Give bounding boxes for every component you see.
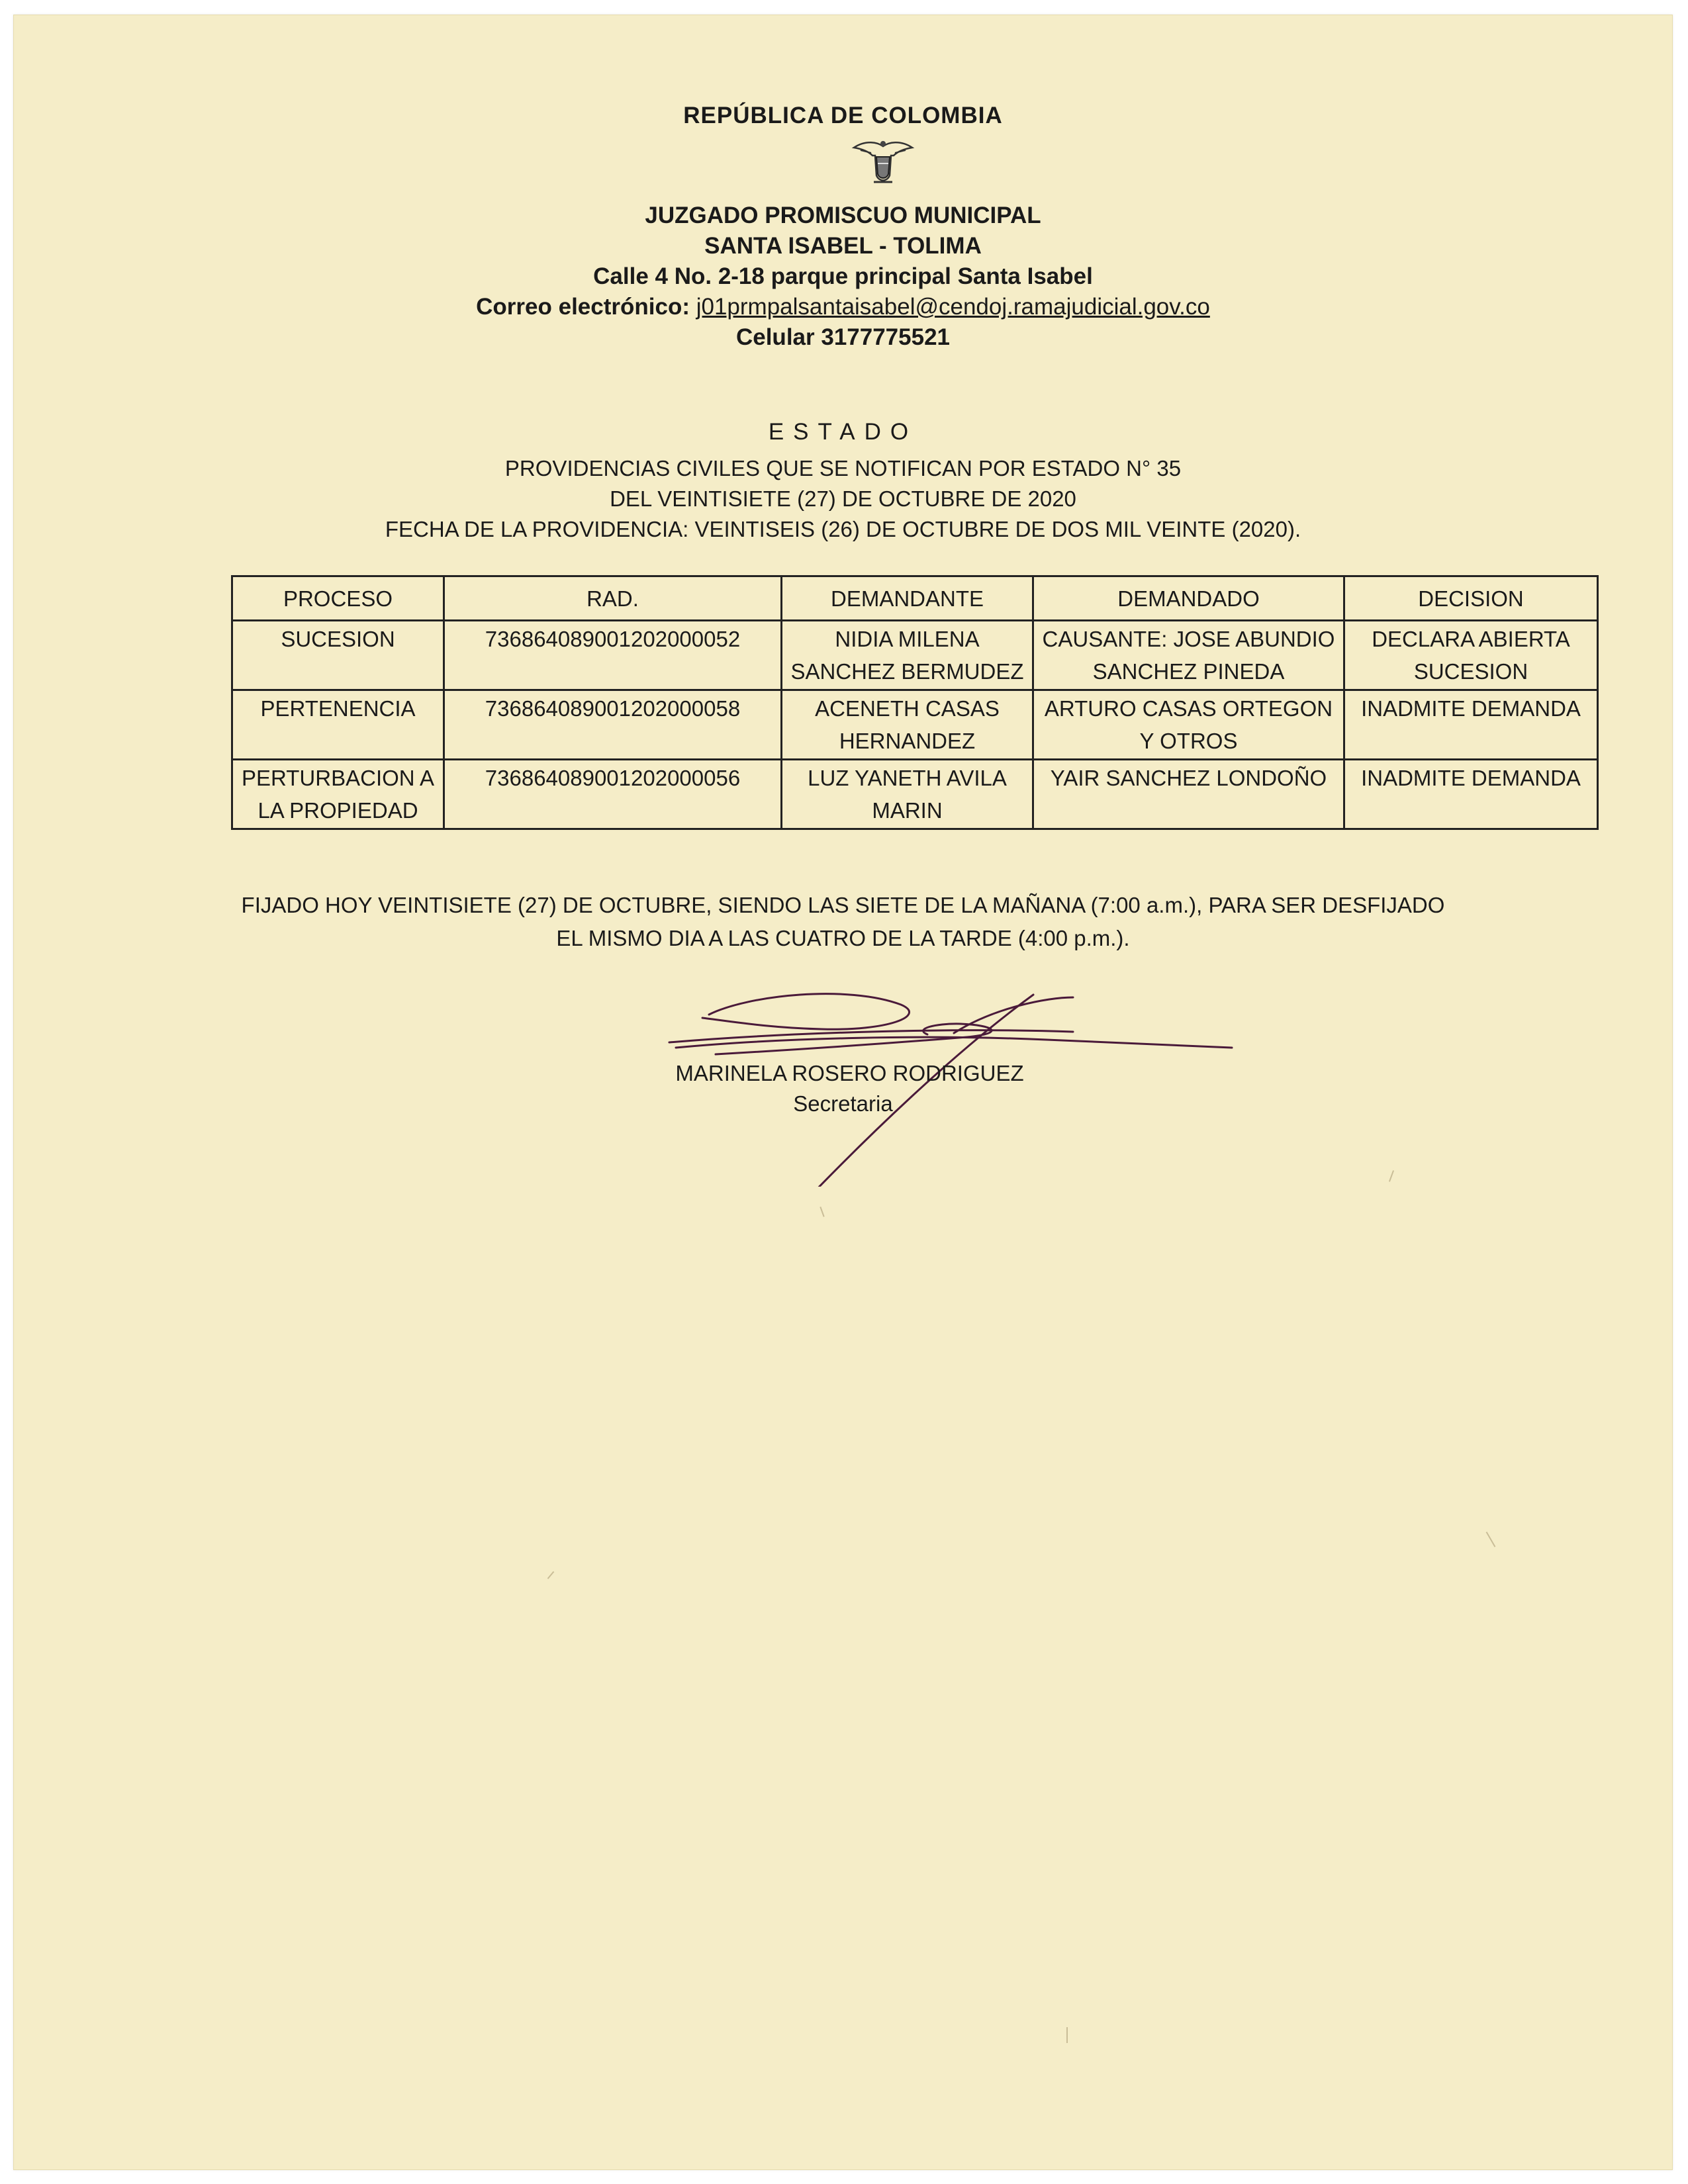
table-row	[232, 690, 1598, 760]
notice-line-2: DEL VEINTISIETE (27) DE OCTUBRE DE 2020	[610, 486, 1076, 511]
table-cell: INADMITE DEMANDA	[1344, 690, 1598, 760]
table-cell: 736864089001202000056	[444, 760, 782, 829]
signatory-name: MARINELA ROSERO RODRIGUEZ	[675, 1061, 1024, 1085]
table-cell: YAIR SANCHEZ LONDOÑO	[1033, 760, 1344, 829]
column-header: DECISION	[1344, 576, 1598, 621]
coat-of-arms-icon	[851, 136, 915, 189]
table-row	[232, 621, 1598, 690]
table-cell: INADMITE DEMANDA	[1344, 760, 1598, 829]
notice-title: ESTADO	[768, 419, 918, 445]
paper-fiber	[820, 1206, 824, 1217]
court-phone: Celular 3177775521	[735, 324, 951, 350]
paper-fiber	[1066, 2027, 1068, 2043]
paper-fiber	[1389, 1170, 1394, 1182]
court-address: Calle 4 No. 2-18 parque principal Santa Isabel	[593, 263, 1093, 289]
posting-notice: FIJADO HOY VEINTISIETE (27) DE OCTUBRE, SIENDO LAS SIETE DE LA MAÑANA (7:00 a.m.), PARA SER DESFIJADO EL MISMO DIA A LAS CUATRO DE LA TARDE (4:00 p.m.).	[241, 893, 1445, 950]
paper-fiber	[547, 1571, 555, 1579]
country-heading: REPÚBLICA DE COLOMBIA	[683, 103, 1003, 128]
notice-line-3: FECHA DE LA PROVIDENCIA: VEINTISEIS (26) DE OCTUBRE DE DOS MIL VEINTE (2020).	[385, 517, 1301, 541]
email-link[interactable]: j01prmpalsantaisabel@cendoj.ramajudicial.gov.co	[696, 294, 1210, 320]
table-row	[232, 760, 1598, 829]
table-cell: NIDIA MILENA SANCHEZ BERMUDEZ	[782, 621, 1033, 690]
table-cell: 736864089001202000058	[444, 690, 782, 760]
court-email-line	[14, 292, 1672, 322]
table-header-row	[232, 576, 1598, 621]
paper-fiber	[1486, 1531, 1496, 1547]
column-header: DEMANDANTE	[782, 576, 1033, 621]
table-cell: CAUSANTE: JOSE ABUNDIO SANCHEZ PINEDA	[1033, 621, 1344, 690]
table-cell: PERTENENCIA	[232, 690, 444, 760]
column-header: RAD.	[444, 576, 782, 621]
table-cell: ARTURO CASAS ORTEGON Y OTROS	[1033, 690, 1344, 760]
column-header: PROCESO	[232, 576, 444, 621]
table-cell: SUCESION	[232, 621, 444, 690]
table-cell: 736864089001202000052	[444, 621, 782, 690]
estado-table	[231, 575, 1599, 830]
table-cell: LUZ YANETH AVILA MARIN	[782, 760, 1033, 829]
signatory-role: Secretaria	[793, 1091, 893, 1116]
table-cell: DECLARA ABIERTA SUCESION	[1344, 621, 1598, 690]
notice-line-1: PROVIDENCIAS CIVILES QUE SE NOTIFICAN POR ESTADO N° 35	[504, 456, 1182, 480]
document-page	[13, 15, 1673, 2170]
table-cell: ACENETH CASAS HERNANDEZ	[782, 690, 1033, 760]
email-label: Correo electrónico:	[476, 294, 696, 320]
court-name: JUZGADO PROMISCUO MUNICIPAL	[645, 203, 1041, 228]
column-header: DEMANDADO	[1033, 576, 1344, 621]
table-cell: PERTURBACION A LA PROPIEDAD	[232, 760, 444, 829]
court-city: SANTA ISABEL - TOLIMA	[704, 233, 982, 259]
